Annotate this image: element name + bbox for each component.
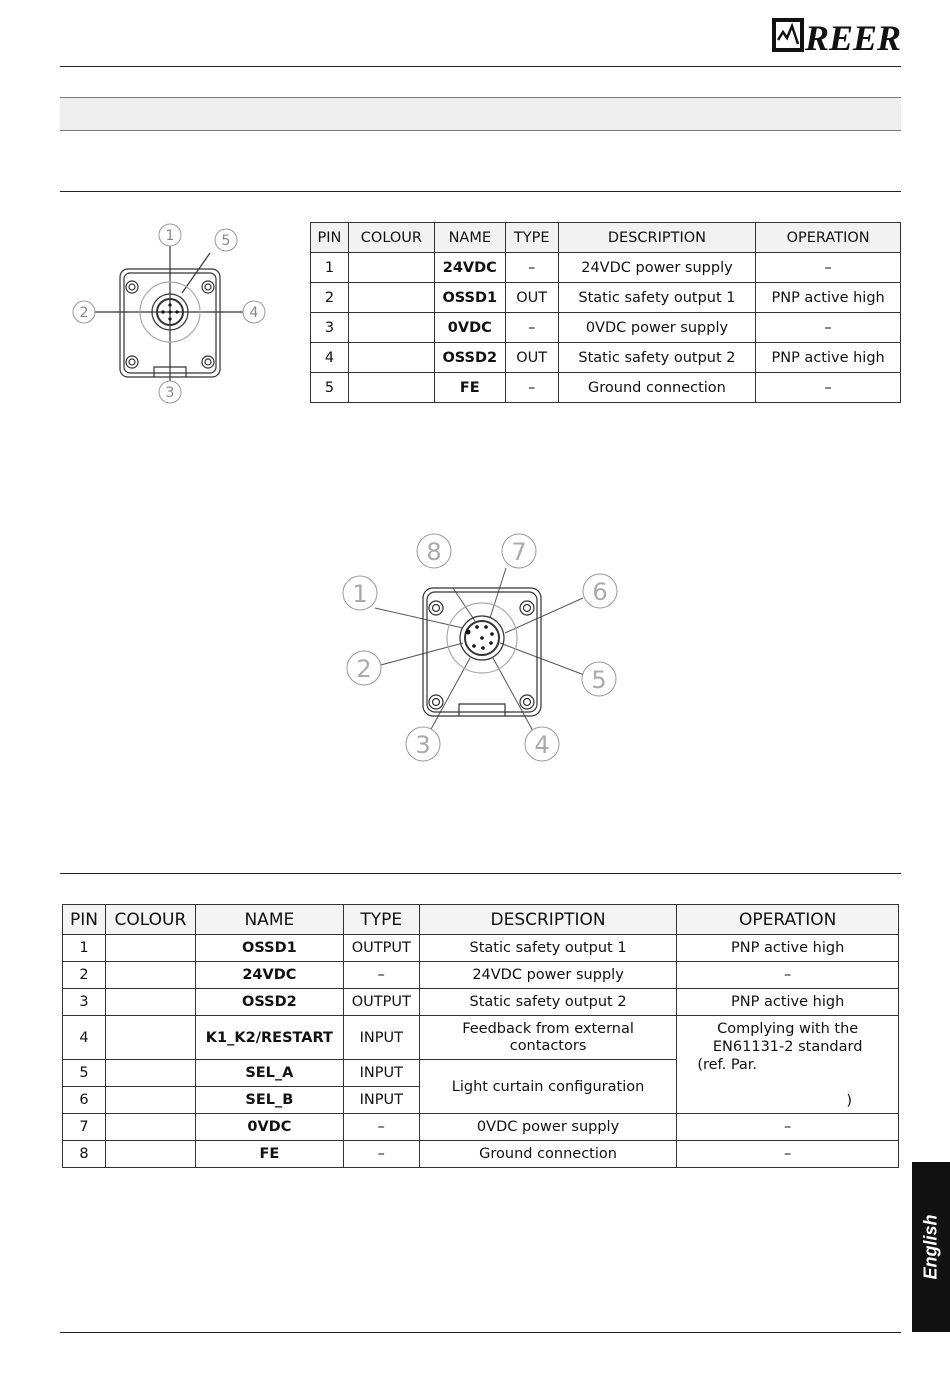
footer-rule <box>60 1332 901 1333</box>
table-row <box>63 1016 899 1060</box>
cell-description: Static safety output 2 <box>558 343 756 373</box>
op-line-3: (ref. Par. <box>697 1057 758 1073</box>
pin-label-2: 2 <box>356 655 372 683</box>
cell-type: – <box>343 1114 419 1141</box>
cell-pin: 3 <box>311 313 349 343</box>
language-tab-label: English <box>920 1214 941 1280</box>
cell-description-merged: Light curtain configuration <box>419 1060 677 1114</box>
table-row <box>63 935 899 962</box>
table-row <box>311 373 901 403</box>
header-name: NAME <box>195 905 343 935</box>
cell-name: SEL_A <box>195 1060 343 1087</box>
table-row <box>63 1141 899 1168</box>
header-rule <box>60 66 901 67</box>
cell-pin: 8 <box>63 1141 106 1168</box>
cell-operation-merged <box>677 1016 899 1114</box>
table-row <box>311 253 901 283</box>
cell-pin: 3 <box>63 989 106 1016</box>
cell-type: INPUT <box>343 1060 419 1087</box>
cell-type: – <box>343 962 419 989</box>
header-operation: OPERATION <box>677 905 899 935</box>
cell-colour <box>348 373 434 403</box>
cell-operation: PNP active high <box>756 343 901 373</box>
cell-name: SEL_B <box>195 1087 343 1114</box>
pin-label-2: 2 <box>79 305 89 321</box>
pinout-table-5pin <box>310 222 901 403</box>
cell-type: OUT <box>505 343 558 373</box>
cell-colour <box>105 962 195 989</box>
cell-description: Ground connection <box>558 373 756 403</box>
header-pin: PIN <box>63 905 106 935</box>
cell-operation: – <box>677 962 899 989</box>
pin-label-3: 3 <box>415 731 431 759</box>
cell-name: OSSD1 <box>434 283 505 313</box>
table-header-row <box>63 905 899 935</box>
pin-label-8: 8 <box>426 538 442 566</box>
pin-label-7: 7 <box>511 538 527 566</box>
header-description: DESCRIPTION <box>558 223 756 253</box>
cell-description: Static safety output 1 <box>558 283 756 313</box>
cell-type: INPUT <box>343 1016 419 1060</box>
cell-name: 0VDC <box>195 1114 343 1141</box>
cell-colour <box>105 1114 195 1141</box>
pin-label-4: 4 <box>249 305 259 321</box>
cell-type: OUTPUT <box>343 935 419 962</box>
cell-pin: 2 <box>63 962 106 989</box>
cell-pin: 1 <box>63 935 106 962</box>
cell-name: OSSD2 <box>195 989 343 1016</box>
cell-operation: – <box>677 1141 899 1168</box>
cell-type: OUTPUT <box>343 989 419 1016</box>
header-type: TYPE <box>505 223 558 253</box>
cell-pin: 5 <box>63 1060 106 1087</box>
m12-8pin-connector-diagram <box>335 528 625 768</box>
cell-colour <box>105 935 195 962</box>
reer-logo <box>772 14 902 60</box>
section-band <box>60 97 901 131</box>
cell-name: FE <box>434 373 505 403</box>
m12-5pin-connector-diagram <box>62 215 282 410</box>
pin-label-5: 5 <box>221 233 231 249</box>
op-line-2: EN61131-2 standard <box>712 1039 863 1055</box>
pin-label-6: 6 <box>592 578 608 606</box>
table-row <box>63 1114 899 1141</box>
cell-type: – <box>343 1141 419 1168</box>
pin-label-3: 3 <box>165 385 175 401</box>
op-line-4: ) <box>846 1093 852 1109</box>
desc-line-2: contactors <box>509 1037 587 1054</box>
cell-colour <box>105 989 195 1016</box>
header-description: DESCRIPTION <box>419 905 677 935</box>
cell-type: OUT <box>505 283 558 313</box>
cell-type: – <box>505 253 558 283</box>
cell-pin: 4 <box>63 1016 106 1060</box>
table-row <box>311 313 901 343</box>
cell-colour <box>348 313 434 343</box>
language-tab <box>912 1162 950 1332</box>
cell-operation: – <box>756 313 901 343</box>
table-row <box>63 989 899 1016</box>
header-type: TYPE <box>343 905 419 935</box>
pinout-table-8pin <box>62 904 899 1168</box>
cell-name: 24VDC <box>434 253 505 283</box>
table-header-row <box>311 223 901 253</box>
cell-description <box>419 1016 677 1060</box>
cell-pin: 7 <box>63 1114 106 1141</box>
pin-label-4: 4 <box>534 731 550 759</box>
cell-operation: – <box>677 1114 899 1141</box>
cell-colour <box>348 253 434 283</box>
pin-label-1: 1 <box>165 228 175 244</box>
header-operation: OPERATION <box>756 223 901 253</box>
section-rule-2 <box>60 873 901 874</box>
cell-pin: 2 <box>311 283 349 313</box>
cell-type: INPUT <box>343 1087 419 1114</box>
section-rule-1 <box>60 191 901 192</box>
table-row <box>63 962 899 989</box>
cell-type: – <box>505 313 558 343</box>
cell-description: 0VDC power supply <box>558 313 756 343</box>
cell-description: Static safety output 2 <box>419 989 677 1016</box>
cell-name: FE <box>195 1141 343 1168</box>
cell-name: 0VDC <box>434 313 505 343</box>
desc-line-1: Feedback from external <box>462 1020 634 1037</box>
cell-colour <box>105 1087 195 1114</box>
cell-operation: PNP active high <box>677 989 899 1016</box>
cell-name: OSSD1 <box>195 935 343 962</box>
cell-colour <box>105 1016 195 1060</box>
table-row <box>311 283 901 313</box>
header-colour: COLOUR <box>105 905 195 935</box>
cell-description: 24VDC power supply <box>558 253 756 283</box>
cell-name: OSSD2 <box>434 343 505 373</box>
cell-colour <box>348 343 434 373</box>
cell-pin: 1 <box>311 253 349 283</box>
cell-operation: PNP active high <box>756 283 901 313</box>
cell-colour <box>105 1060 195 1087</box>
cell-colour <box>105 1141 195 1168</box>
header-pin: PIN <box>311 223 349 253</box>
cell-operation: PNP active high <box>677 935 899 962</box>
cell-pin: 4 <box>311 343 349 373</box>
header-colour: COLOUR <box>348 223 434 253</box>
cell-operation: – <box>756 253 901 283</box>
cell-operation: – <box>756 373 901 403</box>
op-line-1: Complying with the <box>717 1021 859 1037</box>
pin-label-5: 5 <box>591 666 607 694</box>
cell-pin: 6 <box>63 1087 106 1114</box>
cell-name: K1_K2/RESTART <box>195 1016 343 1060</box>
pin-label-1: 1 <box>352 580 368 608</box>
cell-description: Ground connection <box>419 1141 677 1168</box>
cell-description: 24VDC power supply <box>419 962 677 989</box>
cell-colour <box>348 283 434 313</box>
cell-type: – <box>505 373 558 403</box>
cell-name: 24VDC <box>195 962 343 989</box>
logo-text: REER <box>805 18 902 56</box>
cell-pin: 5 <box>311 373 349 403</box>
table-row <box>311 343 901 373</box>
cell-description: 0VDC power supply <box>419 1114 677 1141</box>
header-name: NAME <box>434 223 505 253</box>
cell-description: Static safety output 1 <box>419 935 677 962</box>
